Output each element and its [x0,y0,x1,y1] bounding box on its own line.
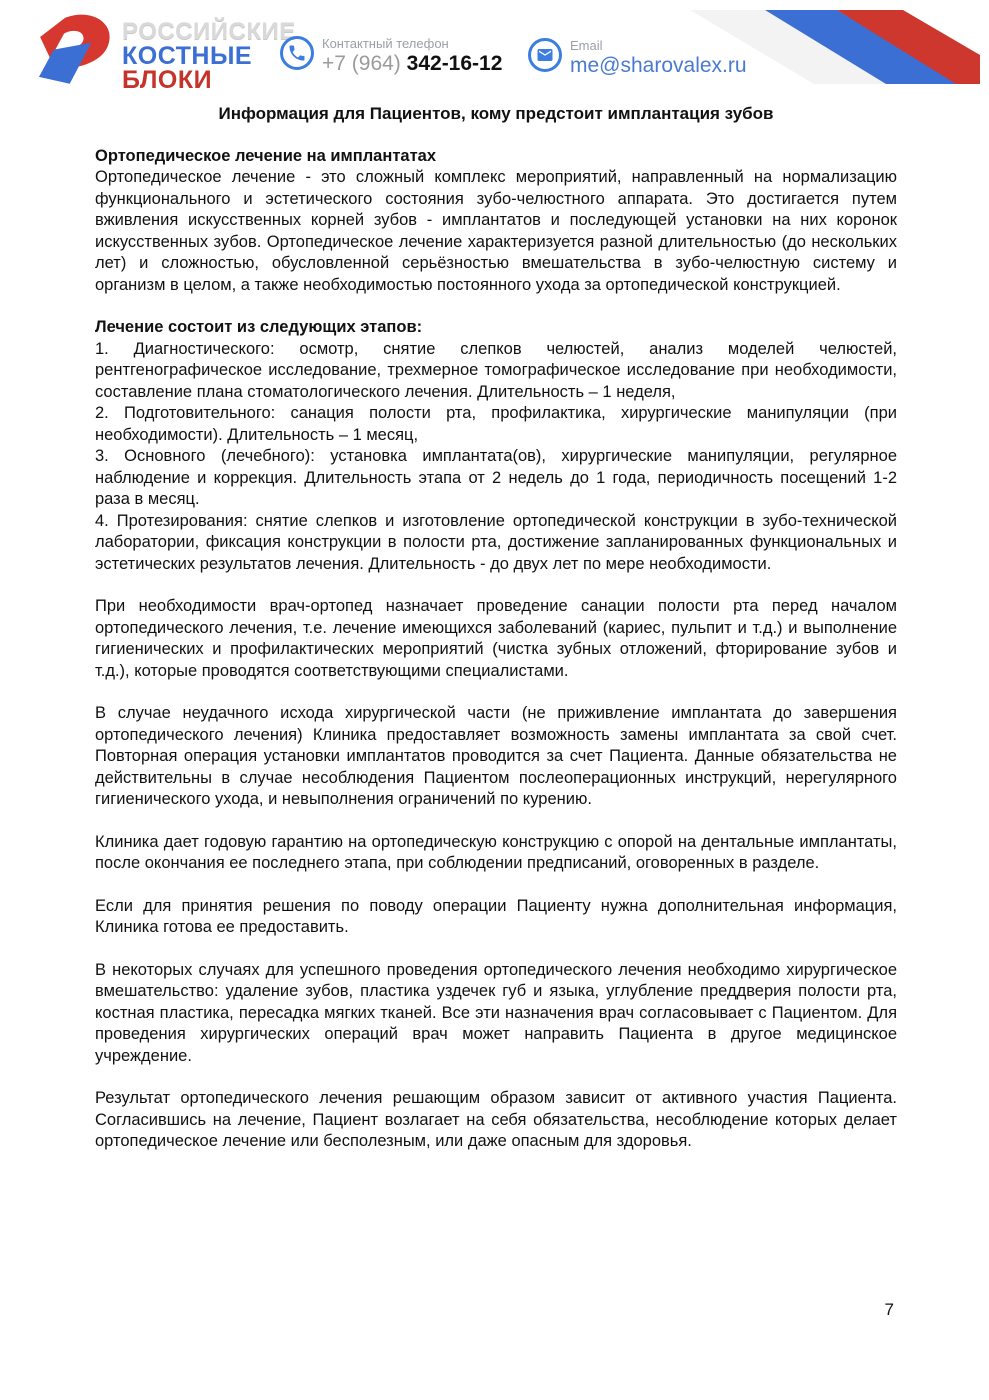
stage-item-3: 3. Основного (лечебного): установка имплантата(ов), хирургические манипуляции, регулярное наблюдение и коррекция. Длительность этапа от 2 недель до 1 года, периодичность посещений 1-2 раза в месяц. [95,447,897,508]
paragraph-1: Ортопедическое лечение - это сложный комплекс мероприятий, направленный на нормализацию функционального и эстетического состояния зубо-челюстного аппарата. Это достигается путем вживления искусственных корней зубов - имплантатов и последующей установки на них коронок искусственных зубов. Ортопедическое лечение характеризуется разной длительностью (до нескольких лет) и сложностью, обусловленной серьёзностью вмешательства в зубо-челюстную систему и организм в целом, а также необходимостью постоянного ухода за ортопедической конструкцией. [95,168,897,294]
r-logo-icon [26,12,118,94]
section-heading-2: Лечение состоит из следующих этапов: [95,318,423,336]
email-icon [528,38,562,72]
stage-item-4: 4. Протезирования: снятие слепков и изготовление ортопедической конструкции в зубо-технической лаборатории, фиксация конструкции в полости рта, достижение запланированных функциональных и эстетических результатов лечения. Длительность - до двух лет по мере необходимости. [95,511,897,573]
document-body [95,103,897,1174]
paragraph-5: Если для принятия решения по поводу операции Пациенту нужна дополнительная информация, Клиника готова ее предоставить. [95,896,897,936]
paragraph-3: В случае неудачного исхода хирургической части (не приживление имплантата до завершения ортопедического лечения) Клиника предоставляет возможность замены имплантата за свой счет. Повторная операция установки имплантатов проводится за счет Пациента. Данные обязательства не действительны в случае несоблюдения Пациентом послеоперационных инструкций, нерегулярного гигиенического ухода, и невыполнения ограничений по курению. [95,704,897,808]
section-orthopedic-treatment [95,146,897,297]
logo-word-1: РОССИЙСКИЕ [122,18,296,45]
phone-main: 342-16-12 [406,52,503,75]
section-treatment-stages [95,317,897,575]
phone-number [322,52,502,76]
phone-icon [280,36,314,70]
email-address: me@sharovalex.ru [570,54,747,77]
paragraph-2: При необходимости врач-ортопед назначает проведение санации полости рта перед началом ортопедического лечения, т.е. лечение имеющихся заболеваний (кариес, пульпит и т.д.) и выполнение гигиенических и профилактических мероприятий (чистка зубных отложений, фторирование зубов и т.д.), которые проводятся соответствующими специалистами. [95,597,897,680]
page-title: Информация для Пациентов, кому предстоит имплантация зубов [218,104,774,123]
phone-contact [280,36,502,76]
paragraph-6: В некоторых случаях для успешного проведения ортопедического лечения необходимо хирургическое вмешательство: удаление зубов, пластика уздечек губ и языка, углубление преддверия полости рта, костная пластика, пересадка мягких тканей. Все эти назначения врач согласовывает с Пациентом. Для проведения хирургических операций врач может направить Пациента в другое медицинское учреждение. [95,960,897,1065]
paragraph-7: Результат ортопедического лечения решающим образом зависит от активного участия Пациента. Согласившись на лечение, Пациент возлагает на себя обязательства, несоблюдение которых делает ортопедическое лечение или бесполезным, или даже опасным для здоровья. [95,1089,897,1150]
phone-label: Контактный телефон [322,36,449,51]
phone-prefix: +7 (964) [322,52,401,75]
logo-word-3: БЛОКИ [122,66,213,94]
stage-item-1: 1. Диагностического: осмотр, снятие слепков челюстей, анализ моделей челюстей, рентгенографическое исследование, трехмерное томографическое исследование при необходимости, составление плана стоматологического лечения. Длительность – 1 неделя, [95,339,897,401]
page-number: 7 [884,1300,894,1319]
logo-text [122,20,296,92]
paragraph-4: Клиника дает годовую гарантию на ортопедическую конструкцию с опорой на дентальные имплантаты, после окончания ее последнего этапа, при соблюдении предписаний, оговоренных в разделе. [95,832,897,872]
flag-ribbon-icon [689,0,989,110]
logo-word-2: КОСТНЫЕ [122,42,253,70]
email-label: Email [570,38,603,53]
company-logo [26,12,296,94]
section-heading-1: Ортопедическое лечение на имплантатах [95,146,437,165]
stage-item-2: 2. Подготовительного: санация полости рта, профилактика, хирургические манипуляции (при необходимости). Длительность – 1 месяц, [95,404,897,444]
